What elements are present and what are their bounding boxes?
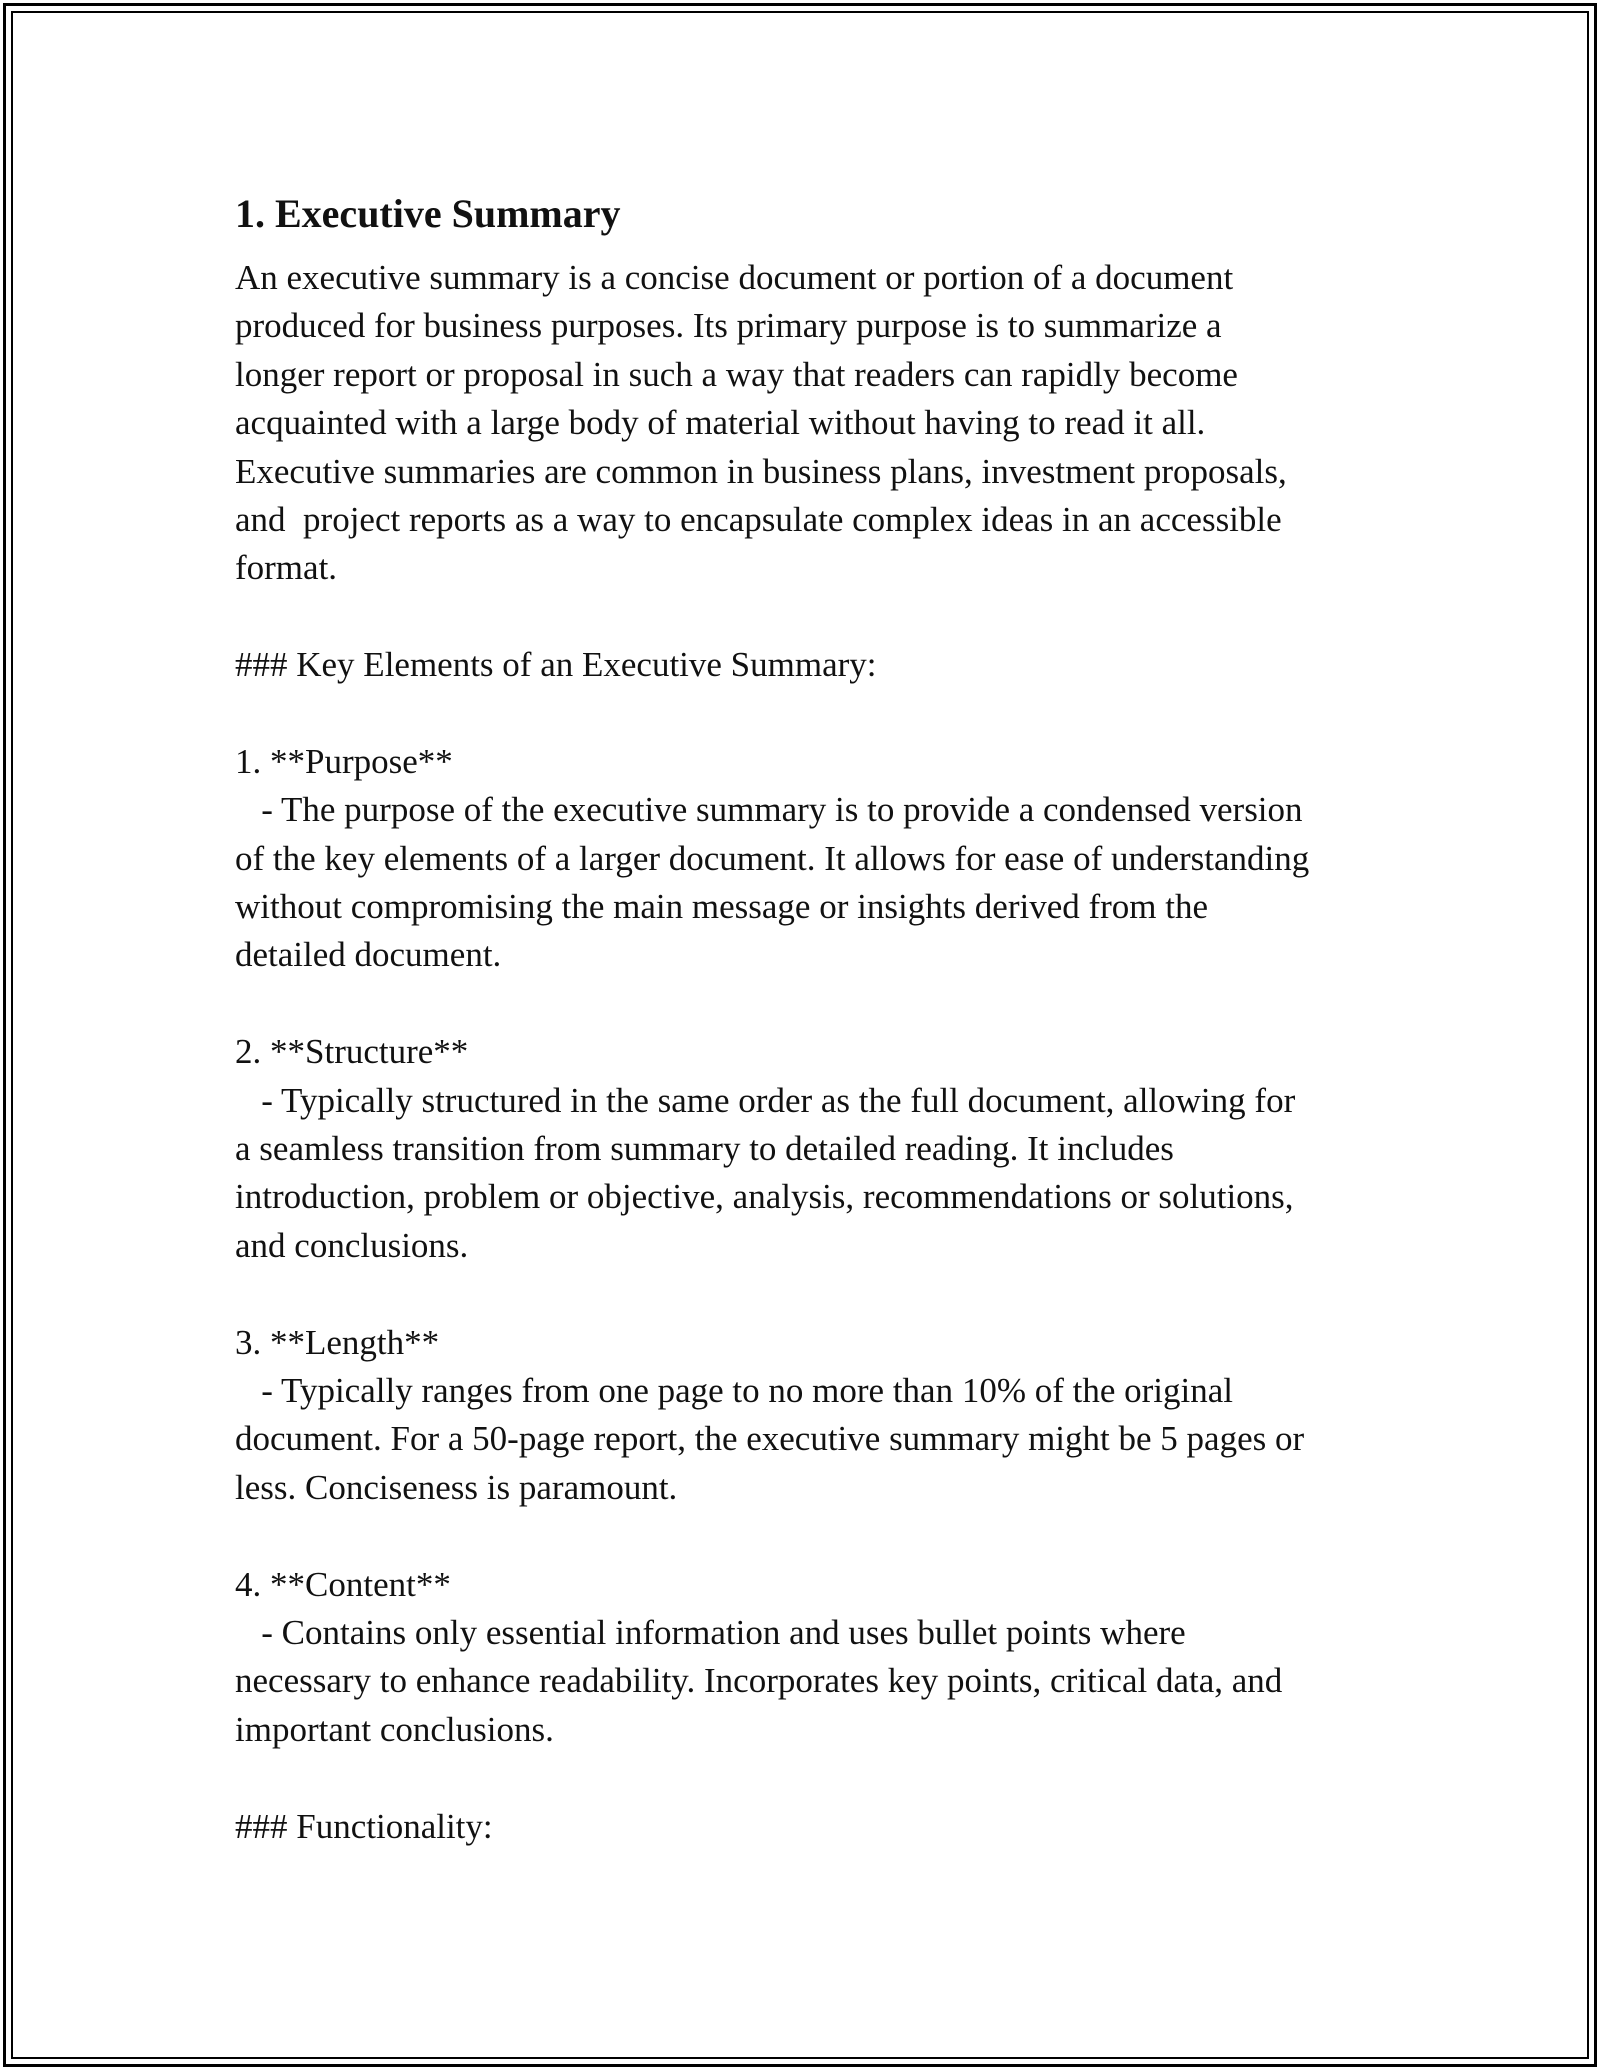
spacer	[235, 1754, 1395, 1802]
spacer	[235, 980, 1395, 1028]
list-item-line: detailed document.	[235, 935, 502, 975]
spacer	[235, 593, 1395, 641]
spacer	[235, 690, 1395, 738]
list-item-line: of the key elements of a larger document. It allows for ease of understanding	[235, 838, 1310, 878]
list-item-line: - Typically ranges from one page to no more than 10% of the original	[235, 1370, 1234, 1410]
key-elements-heading: ### Key Elements of an Executive Summary:	[235, 645, 877, 685]
list-item-line: and conclusions.	[235, 1225, 469, 1265]
list-item-purpose	[235, 738, 1395, 980]
list-item-line: introduction, problem or objective, analysis, recommendations or solutions,	[235, 1177, 1294, 1217]
list-item-length	[235, 1319, 1395, 1513]
list-item-title: 2. **Structure**	[235, 1032, 469, 1072]
intro-line: format.	[235, 548, 338, 588]
list-item-title: 3. **Length**	[235, 1322, 440, 1362]
list-item-line: - The purpose of the executive summary is to provide a condensed version	[235, 790, 1303, 830]
list-item-content	[235, 1561, 1395, 1755]
functionality-heading: ### Functionality:	[235, 1806, 493, 1846]
list-item-structure	[235, 1028, 1395, 1270]
list-item-line: without compromising the main message or insights derived from the	[235, 887, 1209, 927]
spacer	[235, 1270, 1395, 1318]
intro-line: Executive summaries are common in business plans, investment proposals,	[235, 451, 1287, 491]
intro-line: and project reports as a way to encapsulate complex ideas in an accessible	[235, 499, 1282, 539]
spacer	[235, 1512, 1395, 1560]
list-item-title: 4. **Content**	[235, 1564, 451, 1604]
list-item-line: important conclusions.	[235, 1709, 554, 1749]
intro-paragraph	[235, 254, 1395, 593]
list-item-line: necessary to enhance readability. Incorporates key points, critical data, and	[235, 1661, 1283, 1701]
list-item-title: 1. **Purpose**	[235, 741, 453, 781]
intro-line: produced for business purposes. Its primary purpose is to summarize a	[235, 306, 1222, 346]
list-item-line: a seamless transition from summary to detailed reading. It includes	[235, 1129, 1174, 1169]
section-heading: 1. Executive Summary	[235, 191, 621, 236]
document-body	[235, 180, 1395, 1851]
list-item-line: - Contains only essential information and uses bullet points where	[235, 1612, 1186, 1652]
list-item-line: less. Conciseness is paramount.	[235, 1467, 678, 1507]
intro-line: acquainted with a large body of material without having to read it all.	[235, 403, 1206, 443]
list-item-line: document. For a 50-page report, the executive summary might be 5 pages or	[235, 1419, 1305, 1459]
intro-line: An executive summary is a concise document or portion of a document	[235, 258, 1234, 297]
list-item-line: - Typically structured in the same order as the full document, allowing for	[235, 1080, 1296, 1120]
intro-line: longer report or proposal in such a way that readers can rapidly become	[235, 354, 1238, 394]
